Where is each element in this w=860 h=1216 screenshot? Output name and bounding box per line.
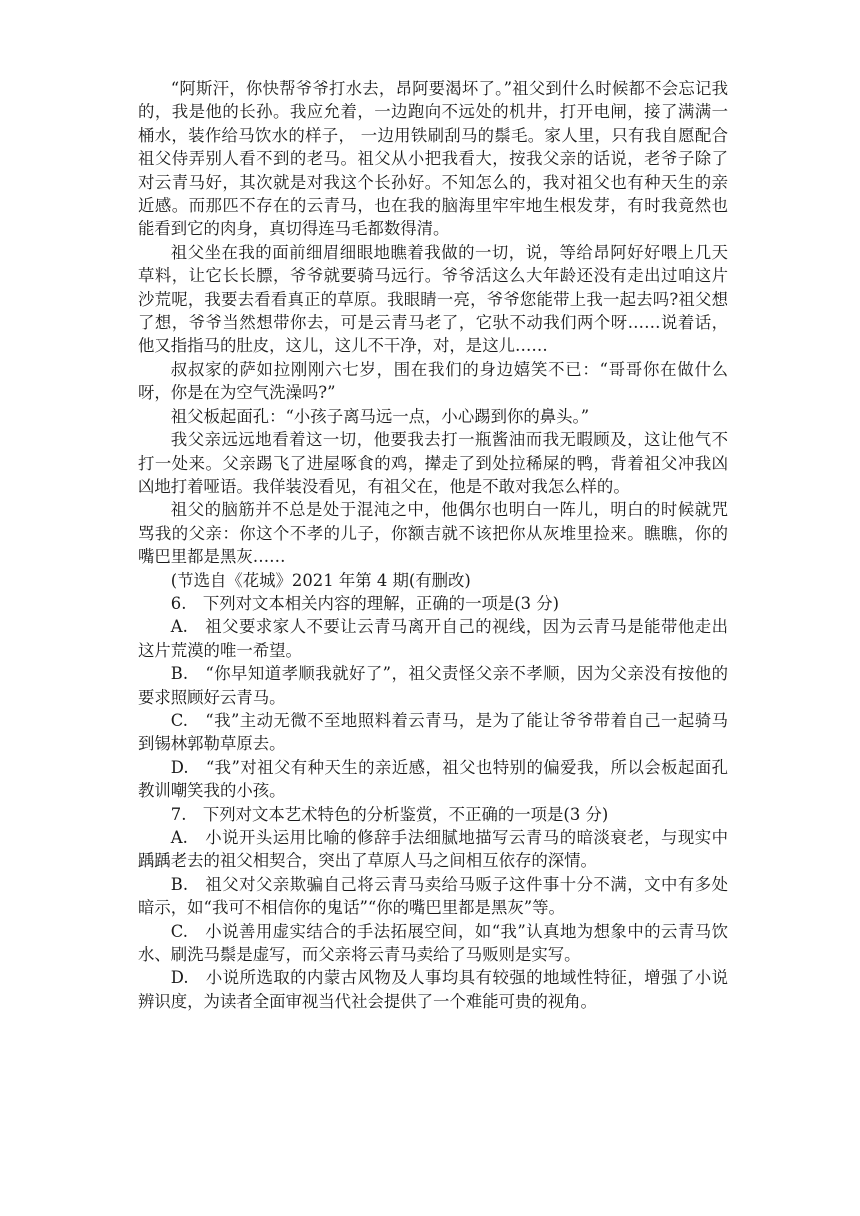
answer-option: B. 祖父对父亲欺骗自己将云青马卖给马贩子这件事十分不满，文中有多处暗示，如“我可不相信你的鬼话”“你的嘴巴里都是黑灰”等。 <box>138 874 728 918</box>
answer-option: C. 小说善用虚实结合的手法拓展空间，如“我”认真地为想象中的云青马饮水、刷洗马鬃是虚写，而父亲将云青马卖给了马贩则是实写。 <box>138 921 728 965</box>
answer-option: A. 小说开头运用比喻的修辞手法细腻地描写云青马的暗淡衰老，与现实中踽踽老去的祖父相契合，突出了草原人马之间相互依存的深情。 <box>138 828 728 871</box>
story-paragraph: 叔叔家的萨如拉刚刚六七岁，围在我们的身边嬉笑不已：“哥哥你在做什么呀，你是在为空气洗澡吗?” <box>138 359 728 403</box>
question-stem: 7. 下列对文本艺术特色的分析鉴赏，不正确的一项是(3 分) <box>170 804 609 824</box>
story-paragraph: 我父亲远远地看着这一切，他要我去打一瓶酱油而我无暇顾及，这让他气不打一处来。父亲踢飞了进屋啄食的鸡，撵走了到处拉稀屎的鸭，背着祖父冲我凶凶地打着哑语。我佯装没看见，有祖父在，他是不敢对我怎么样的。 <box>138 430 728 496</box>
answer-option: B. “你早知道孝顺我就好了”，祖父责怪父亲不孝顺，因为父亲没有按他的要求照顾好云青马。 <box>138 664 728 707</box>
answer-option: D. 小说所选取的内蒙古风物及人事均具有较强的地域性特征，增强了小说辨识度，为读者全面审视当代社会提供了一个难能可贵的视角。 <box>138 968 728 1011</box>
question-stem: 6. 下列对文本相关内容的理解，正确的一项是(3 分) <box>170 593 560 613</box>
story-paragraph: 祖父板起面孔：“小孩子离马远一点，小心踢到你的鼻头。” <box>170 406 590 426</box>
answer-option: C. “我”主动无微不至地照料着云青马，是为了能让爷爷带着自己一起骑马到锡林郭勒草原去。 <box>138 710 728 754</box>
answer-option: A. 祖父要求家人不要让云青马离开自己的视线，因为云青马是能带他走出这片荒漠的唯一希望。 <box>138 617 728 660</box>
answer-option: D. “我”对祖父有种天生的亲近感，祖父也特别的偏爱我，所以会板起面孔教训嘲笑我的小孩。 <box>138 757 728 801</box>
story-paragraph: “阿斯汗，你快帮爷爷打水去，昂阿要渴坏了。”祖父到什么时候都不会忘记我的，我是他的长孙。我应允着，一边跑向不远处的机井，打开电闸，接了满满一桶水，装作给马饮水的样子， 一边用铁刷刮马的鬃毛。家人里，只有我自愿配合祖父侍弄别人看不到的老马。祖父从小把我看大，按我父亲的话说，老爷子除了对云青马好，其次就是对我这个长孙好。不知怎么的，我对祖父也有种天生的亲近感。而那匹不存在的云青马，也在我的脑海里牢牢地生根发芽，有时我竟然也能看到它的肉身，真切得连马毛都数得清。 <box>138 79 728 239</box>
source-citation: (节选自《花城》2021 年第 4 期(有删改) <box>170 570 471 590</box>
document-page <box>138 77 728 1013</box>
story-paragraph: 祖父坐在我的面前细眉细眼地瞧着我做的一切，说，等给昂阿好好喂上几天草料，让它长长膘，爷爷就要骑马远行。爷爷活这么大年龄还没有走出过咱这片沙荒呢，我要去看看真正的草原。我眼睛一亮，爷爷您能带上我一起去吗?祖父想了想，爷爷当然想带你去，可是云青马老了，它驮不动我们两个呀……说着话，他又指指马的肚皮，这儿，这儿不干净，对，是这儿…… <box>138 242 728 356</box>
story-paragraph: 祖父的脑筋并不总是处于混沌之中，他偶尔也明白一阵儿，明白的时候就咒骂我的父亲：你这个不孝的儿子，你额吉就不该把你从灰堆里捡来。瞧瞧，你的嘴巴里都是黑灰…… <box>138 500 728 567</box>
